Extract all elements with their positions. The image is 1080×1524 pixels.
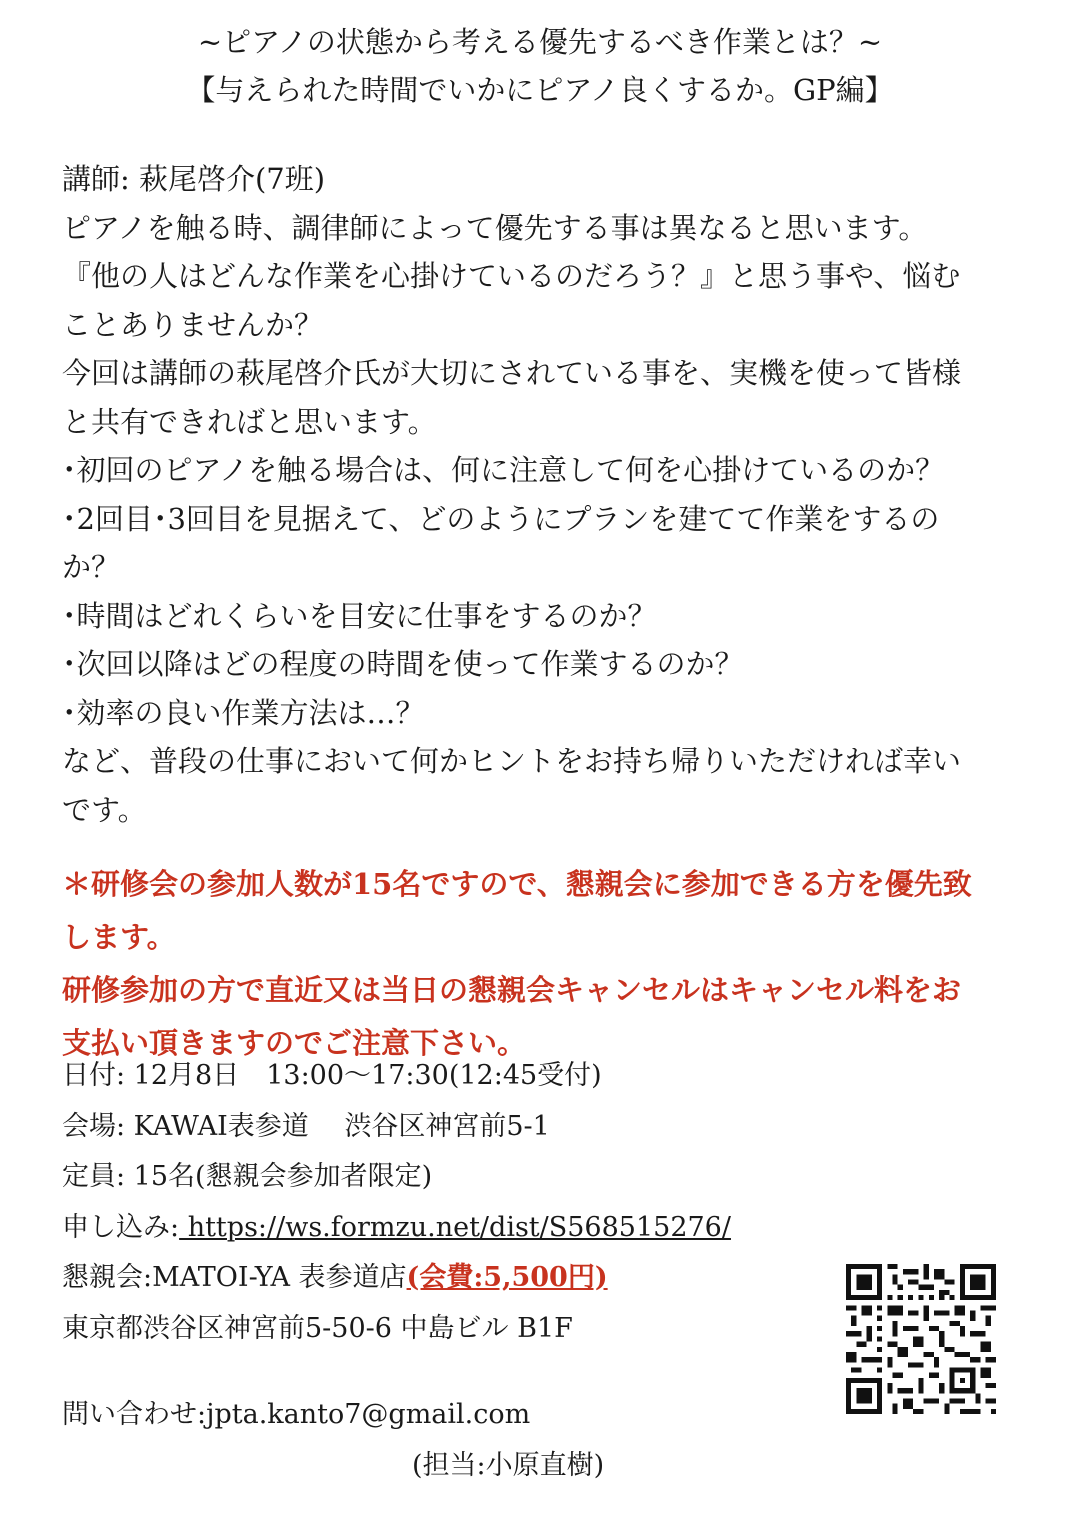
bullet-line: ･効率の良い作業方法は…？ bbox=[62, 695, 425, 730]
description bbox=[62, 155, 1022, 834]
title-line-2: 【与えられた時間でいかにピアノ良くするか。GP編】 bbox=[186, 73, 894, 107]
bullet-line: ･2回目･3回目を見据えて、どのようにプランを建てて作業をするの bbox=[62, 501, 940, 536]
instructor-line: 講師: 萩尾啓介(7班) bbox=[62, 162, 326, 196]
party-fee: (会費:5,500円) bbox=[406, 1262, 608, 1293]
body-line: ピアノを触る時、調律師によって優先する事は異なると思います。 bbox=[62, 210, 928, 245]
body-line: 今回は講師の萩尾啓介氏が大切にされている事を、実機を使って皆様 bbox=[62, 356, 962, 390]
party-label: 懇親会:MATOI-YA 表参道店 bbox=[62, 1262, 407, 1293]
apply-link[interactable]: https://ws.formzu.net/dist/S568515276/ bbox=[179, 1211, 731, 1243]
bullet-line: ･初回のピアノを触る場合は、何に注意して何を心掛けているのか？ bbox=[62, 453, 945, 487]
contact-email: 問い合わせ:jpta.kanto7@gmail.com bbox=[62, 1399, 531, 1430]
event-info bbox=[62, 1051, 822, 1354]
notice-line: 支払い頂きますのでご注意下さい。 bbox=[62, 1026, 527, 1060]
body-line: と共有できればと思います。 bbox=[62, 404, 437, 439]
apply-line bbox=[62, 1203, 822, 1254]
notice-line: ＊研修会の参加人数が15名ですので、懇親会に参加できる方を優先致 bbox=[62, 867, 972, 901]
body-line: ことありませんか？ bbox=[62, 307, 324, 342]
apply-label: 申し込み: bbox=[62, 1211, 180, 1243]
body-line: です。 bbox=[62, 792, 147, 827]
notice bbox=[62, 858, 1022, 1070]
bullet-line: ･次回以降はどの程度の時間を使って作業するのか？ bbox=[62, 647, 744, 681]
capacity-line: 定員: 15名(懇親会参加者限定) bbox=[62, 1161, 433, 1192]
notice-line: 研修参加の方で直近又は当日の懇親会キャンセルはキャンセル料をお bbox=[62, 973, 962, 1007]
staff-name: (担当:小原直樹) bbox=[412, 1450, 605, 1481]
date-line: 日付: 12月8日 13:00〜17:30(12:45受付) bbox=[62, 1060, 602, 1091]
body-line: 『他の人はどんな作業を心掛けているのだろう？』と思う事や、悩む bbox=[62, 259, 961, 293]
party-address: 東京都渋谷区神宮前5-50-6 中島ビル B1F bbox=[62, 1312, 573, 1344]
body-line: など、普段の仕事において何かヒントをお持ち帰りいただければ幸い bbox=[62, 744, 962, 778]
title-line-1: ~ピアノの状態から考える優先するべき作業とは？~ bbox=[197, 25, 883, 59]
qr-code-icon bbox=[846, 1264, 996, 1414]
party-line bbox=[62, 1253, 822, 1304]
bullet-line: か？ bbox=[62, 550, 121, 584]
bullet-line: ･時間はどれくらいを目安に仕事をするのか？ bbox=[62, 598, 657, 633]
venue-line: 会場: KAWAI表参道 渋谷区神宮前5-1 bbox=[62, 1110, 550, 1142]
notice-line: します。 bbox=[62, 920, 176, 954]
